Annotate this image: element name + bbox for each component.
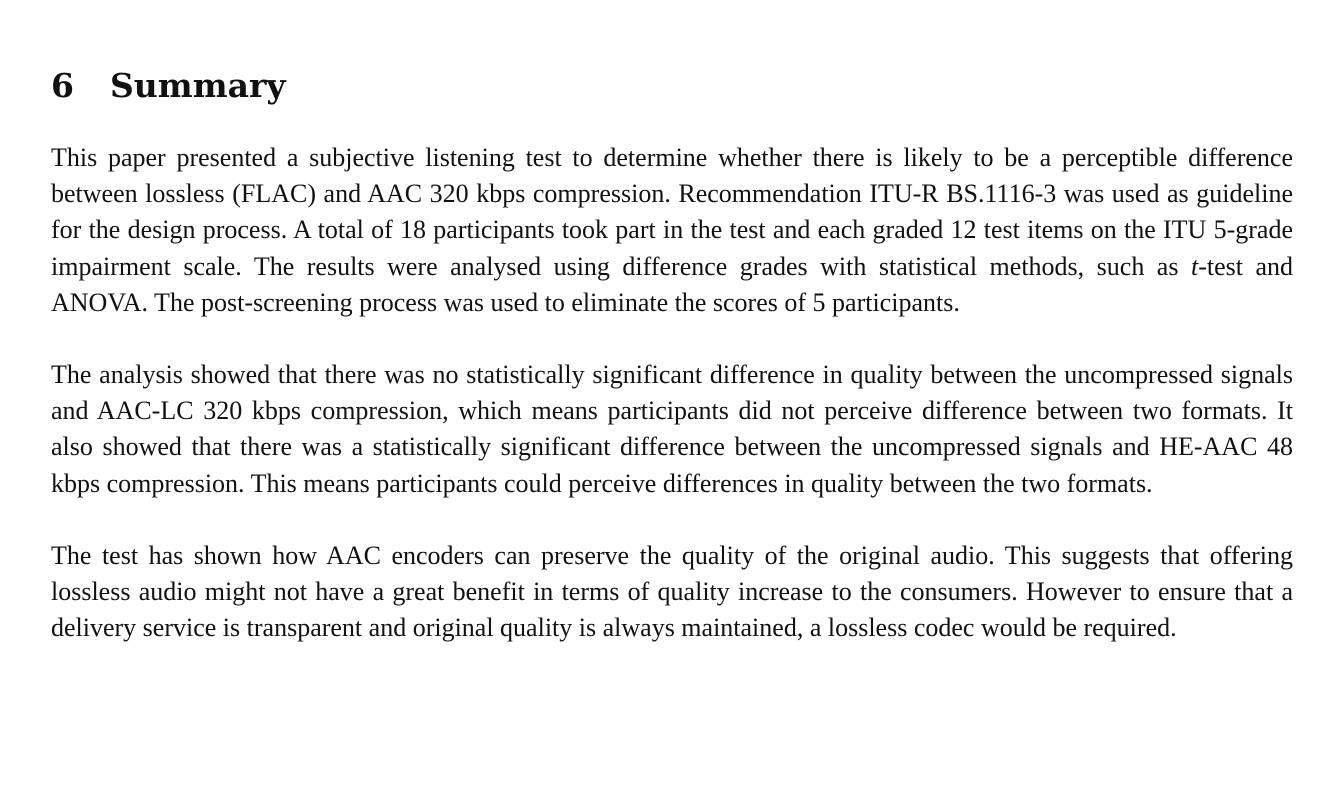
paragraph-1-text-a: This paper presented a subjective listening test to determine whether there is likely to be a perceptible difference between lossless (FLAC) and AAC 320 kbps compression. Recommendation ITU-R BS.1116-3 was used as guideline for the design process. A total of 18 participants took part in the test and each graded 12 test items on the ITU 5-grade impairment scale. The results were analysed using difference grades with statistical methods, such as bbox=[51, 143, 1293, 281]
paragraph-1 bbox=[51, 140, 1293, 321]
document-page bbox=[51, 62, 1293, 646]
section-number: 6 bbox=[51, 66, 74, 105]
paragraph-3: The test has shown how AAC encoders can preserve the quality of the original audio. This suggests that offering lossless audio might not have a great benefit in terms of quality increase to the consumers. However to ensure that a delivery service is transparent and original quality is always maintained, a lossless codec would be required. bbox=[51, 540, 1293, 643]
section-heading bbox=[51, 62, 1293, 110]
section-title: Summary bbox=[109, 66, 286, 105]
paragraph-1-text-b: -test and ANOVA. The post-screening process was used to eliminate the scores of 5 participants. bbox=[51, 251, 1293, 317]
t-symbol: t bbox=[1190, 251, 1199, 281]
paragraph-2: The analysis showed that there was no statistically significant difference in quality between the uncompressed signals and AAC-LC 320 kbps compression, which means participants did not perceive difference between two formats. It also showed that there was a statistically significant difference between the uncompressed signals and HE-AAC 48 kbps compression. This means participants could perceive differences in quality between the two formats. bbox=[51, 360, 1293, 498]
